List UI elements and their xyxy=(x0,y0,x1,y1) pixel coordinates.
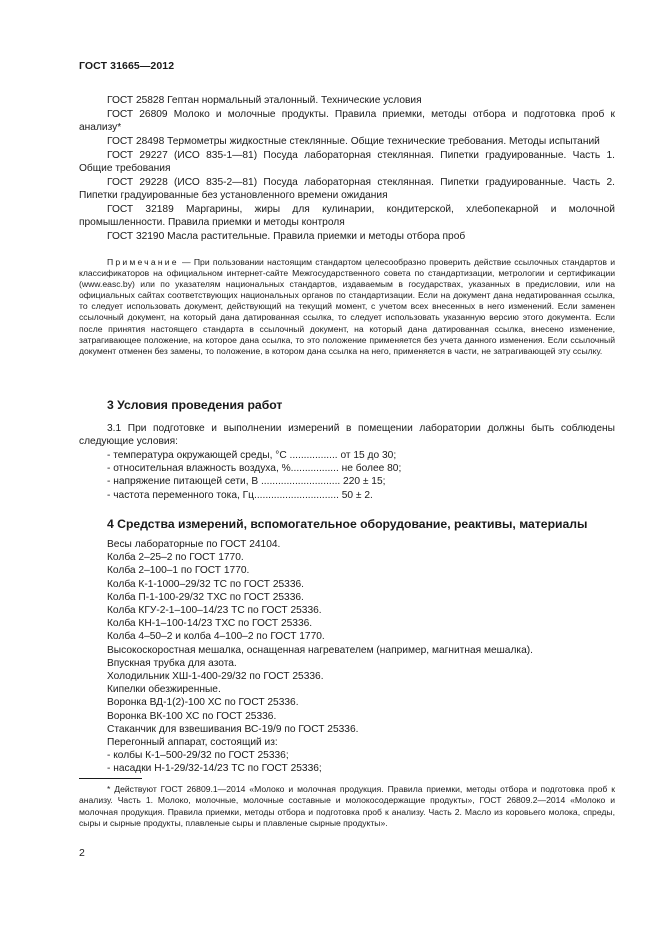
section-3 xyxy=(79,398,615,502)
reference-item: ГОСТ 29227 (ИСО 835-1—81) Посуда лабораторная стеклянная. Пипетки градуированные. Часть 1. Общие требования xyxy=(79,149,615,174)
equipment-item: Весы лабораторные по ГОСТ 24104. xyxy=(107,539,281,550)
equipment-item: Колба 2–100–1 по ГОСТ 1770. xyxy=(107,565,250,577)
equipment-item: - колбы К-1–500-29/32 по ГОСТ 25336; xyxy=(107,750,289,762)
reference-item: ГОСТ 26809 Молоко и молочные продукты. Правила приемки, методы отбора и подготовка проб к анализу* xyxy=(79,108,615,133)
equipment-item: Воронка ВК-100 ХС по ГОСТ 25336. xyxy=(107,710,277,722)
note-paragraph xyxy=(79,257,615,357)
section-3-title: 3 Условия проведения работ xyxy=(107,398,283,412)
equipment-item: Стаканчик для взвешивания ВС-19/9 по ГОСТ 25336. xyxy=(107,723,359,735)
references-note xyxy=(79,257,615,357)
note-text: — При пользовании настоящим стандартом целесообразно проверить действие ссылочных стандартов и классификаторов на официальном интернет-сайте Межгосударственного совета по стандартизации, метрологии и сертификации (www.easc.by) или по указателям национальных стандартов, издаваемым в государствах, указанных в предисловии, или на официальных сайтах соответствующих национальных органов по стандартизации. Если на документ дана недатированная ссылка, то следует использовать документ, действующий на текущий момент, с учетом всех внесенных в него изменений. Если заменен ссылочный документ, на который дана датированная ссылка, то следует использовать указанную версию этого документа. Если после принятия настоящего стандарта в ссылочный документ, на который дана датированная ссылка, внесено изменение, затрагивающее положение, на которое дана ссылка, то это положение применяется без учета данного изменения. Если ссылочный документ отменен без замены, то положение, в котором дана ссылка на него, применяется в части, не затрагивающей эту ссылку. xyxy=(79,257,615,356)
equipment-item: Колба К-1-1000–29/32 ТС по ГОСТ 25336. xyxy=(107,578,304,590)
note-label: Примечание xyxy=(107,257,179,267)
reference-item: ГОСТ 29228 (ИСО 835-2—81) Посуда лабораторная стеклянная. Пипетки градуированные. Часть 2. Пипетки градуированные без установленного времени ожидания xyxy=(79,176,615,201)
equipment-item: Колба КГУ-2-1–100–14/23 ТС по ГОСТ 25336. xyxy=(107,605,322,617)
section-4-title: 4 Средства измерений, вспомогательное оборудование, реактивы, материалы xyxy=(107,517,588,531)
reference-item: ГОСТ 32189 Маргарины, жиры для кулинарии, кондитерской, хлебопекарной и молочной промышленности. Правила приемки и методы контроля xyxy=(79,203,615,228)
equipment-item: Воронка ВД-1(2)-100 ХС по ГОСТ 25336. xyxy=(107,697,299,709)
page-number: 2 xyxy=(79,847,85,859)
reference-item: ГОСТ 25828 Гептан нормальный эталонный. Технические условия xyxy=(107,95,422,106)
equipment-item: Кипелки обезжиренные. xyxy=(107,684,221,696)
equipment-item: Колба П-1-100-29/32 ТХС по ГОСТ 25336. xyxy=(107,591,304,603)
footnote xyxy=(79,784,615,829)
condition-item: - частота переменного тока, Гц.............................. 50 ± 2. xyxy=(107,489,373,501)
equipment-item: Колба КН-1–100-14/23 ТХС по ГОСТ 25336. xyxy=(107,618,313,630)
equipment-item: Впускная трубка для азота. xyxy=(107,657,237,669)
reference-item: ГОСТ 32190 Масла растительные. Правила приемки и методы отбора проб xyxy=(107,230,466,242)
footnote-separator xyxy=(79,778,142,779)
equipment-item: Колба 2–25–2 по ГОСТ 1770. xyxy=(107,552,244,564)
equipment-item: - насадки Н-1-29/32-14/23 ТС по ГОСТ 25336; xyxy=(107,763,322,775)
equipment-item: Перегонный аппарат, состоящий из: xyxy=(107,737,278,749)
standard-code-header: ГОСТ 31665—2012 xyxy=(79,60,175,72)
equipment-item: Холодильник ХШ-1-400-29/32 по ГОСТ 25336. xyxy=(107,671,324,683)
equipment-item: Колба 4–50–2 и колба 4–100–2 по ГОСТ 1770. xyxy=(107,631,325,643)
reference-item: ГОСТ 28498 Термометры жидкостные стеклянные. Общие технические требования. Методы испытаний xyxy=(107,135,600,147)
section-3-intro: 3.1 При подготовке и выполнении измерений в помещении лаборатории должны быть соблюдены следующие условия: xyxy=(79,423,615,448)
condition-item: - температура окружающей среды, °С ................. от 15 до 30; xyxy=(107,450,397,461)
equipment-item: Высокоскоростная мешалка, оснащенная нагревателем (например, магнитная мешалка). xyxy=(107,644,533,656)
references-list xyxy=(79,94,615,243)
footnote-text: * Действуют ГОСТ 26809.1—2014 «Молоко и молочная продукция. Правила приемки, методы отбора и подготовка проб к анализу. Часть 1. Молоко, молочные, молочные составные и молокосодержащие продукты», ГОСТ 26809.2—2014 «Молоко и молочная продукция. Правила приемки, методы отбора и подготовка проб к анализу. Часть 2. Масло из коровьего молока, спреды, сыры и сырные продукты, плавленые сыры и плавленые сырные продукты». xyxy=(79,784,615,828)
section-4 xyxy=(79,517,615,776)
condition-item: - напряжение питающей сети, В ............................ 220 ± 15; xyxy=(107,476,386,488)
condition-item: - относительная влажность воздуха, %................. не более 80; xyxy=(107,463,402,475)
